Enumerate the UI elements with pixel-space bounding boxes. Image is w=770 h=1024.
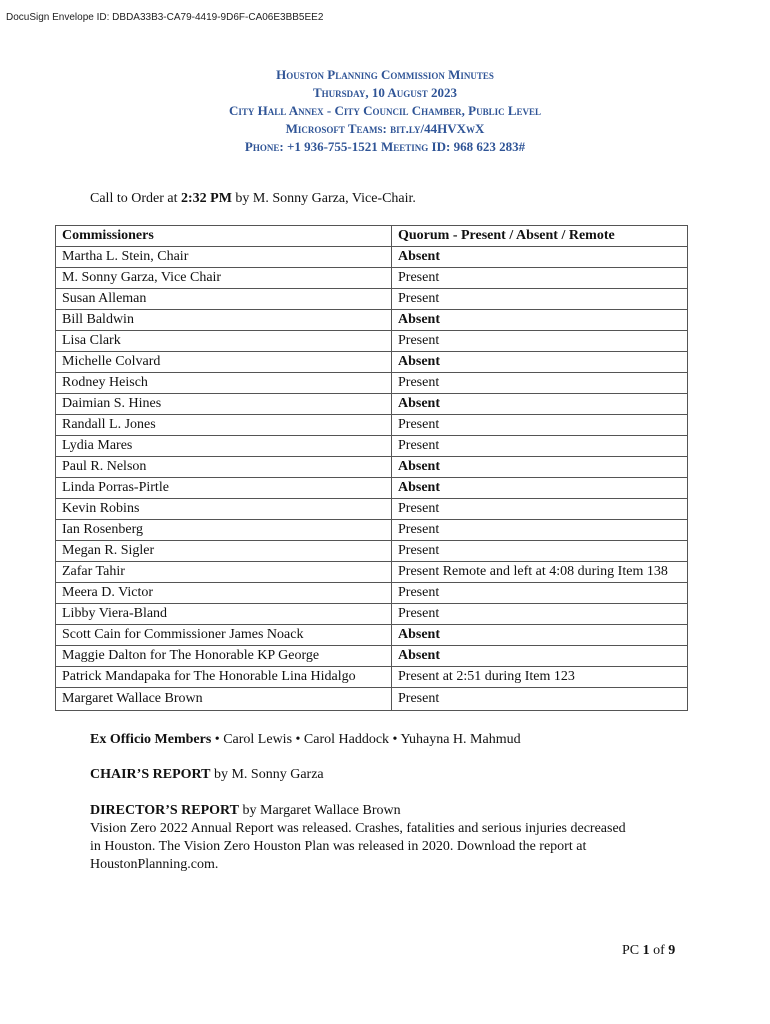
table-header-row [56,226,688,247]
attendance-status: Absent [392,352,688,373]
commissioner-name: M. Sonny Garza, Vice Chair [56,268,392,289]
table-row [56,646,688,667]
ex-officio-members [90,731,521,749]
commissioner-name: Martha L. Stein, Chair [56,247,392,268]
commissioner-name: Paul R. Nelson [56,457,392,478]
chair-report [90,766,324,784]
director-report-line-3: HoustonPlanning.com. [90,857,219,872]
commissioner-name: Daimian S. Hines [56,394,392,415]
table-row [56,310,688,331]
table-row [56,268,688,289]
director-report-line-2: in Houston. The Vision Zero Houston Plan was released in 2020. Download the report at [90,839,587,854]
table-row [56,352,688,373]
director-report [90,802,626,874]
call-to-order-time: 2:32 PM [180,191,232,206]
page-current: 1 [642,943,650,958]
table-row [56,247,688,268]
table-row [56,457,688,478]
column-header-quorum: Quorum - Present / Absent / Remote [392,226,688,247]
attendance-status: Present [392,499,688,520]
attendance-status: Present at 2:51 during Item 123 [392,667,688,688]
commissioner-name: Lisa Clark [56,331,392,352]
table-row [56,499,688,520]
table-row [56,625,688,646]
commissioner-name: Bill Baldwin [56,310,392,331]
director-report-line-1: Vision Zero 2022 Annual Report was released. Crashes, fatalities and serious injuries decreased [90,821,626,836]
table-row [56,478,688,499]
attendance-status: Present Remote and left at 4:08 during Item 138 [392,562,688,583]
call-to-order-suffix: by M. Sonny Garza, Vice-Chair. [231,191,416,206]
table-row [56,436,688,457]
commissioner-name: Susan Alleman [56,289,392,310]
table-row [56,604,688,625]
header-phone: Phone: +1 936-755-1521 Meeting ID: 968 623 283# [244,139,526,154]
table-row [56,583,688,604]
commissioner-name: Michelle Colvard [56,352,392,373]
commissioner-name: Zafar Tahir [56,562,392,583]
chair-report-by: by M. Sonny Garza [210,767,324,782]
table-row [56,562,688,583]
commissioner-name: Lydia Mares [56,436,392,457]
commissioner-name: Libby Viera-Bland [56,604,392,625]
director-report-by: by Margaret Wallace Brown [239,803,401,818]
attendance-status: Absent [392,310,688,331]
attendance-table [55,225,688,711]
column-header-commissioners: Commissioners [56,226,392,247]
commissioner-name: Ian Rosenberg [56,520,392,541]
attendance-status: Present [392,373,688,394]
commissioner-name: Patrick Mandapaka for The Honorable Lina Hidalgo [56,667,392,688]
docusign-envelope-id: DocuSign Envelope ID: DBDA33B3-CA79-4419-9D6F-CA06E3BB5EE2 [6,12,324,23]
commissioner-name: Meera D. Victor [56,583,392,604]
page-number [622,943,675,959]
attendance-status: Present [392,541,688,562]
table-row [56,373,688,394]
attendance-status: Present [392,688,688,711]
attendance-status: Present [392,331,688,352]
attendance-status: Absent [392,478,688,499]
attendance-status: Absent [392,394,688,415]
attendance-status: Present [392,289,688,310]
attendance-status: Present [392,268,688,289]
commissioner-name: Maggie Dalton for The Honorable KP George [56,646,392,667]
commissioner-name: Scott Cain for Commissioner James Noack [56,625,392,646]
attendance-status: Absent [392,625,688,646]
page-total: 9 [668,943,676,958]
attendance-status: Present [392,520,688,541]
table-row [56,667,688,688]
attendance-status: Absent [392,646,688,667]
ex-officio-list: • Carol Lewis • Carol Haddock • Yuhayna H. Mahmud [211,732,521,747]
chair-report-label: CHAIR’S REPORT [90,767,211,782]
table-row [56,331,688,352]
director-report-label: DIRECTOR’S REPORT [90,803,239,818]
attendance-status: Present [392,583,688,604]
attendance-status: Absent [392,247,688,268]
page-of: of [649,943,669,958]
table-row [56,541,688,562]
header-title: Houston Planning Commission Minutes [276,67,494,82]
commissioner-name: Kevin Robins [56,499,392,520]
header-location: City Hall Annex - City Council Chamber, Public Level [228,103,542,118]
table-row [56,520,688,541]
table-row [56,289,688,310]
commissioner-name: Margaret Wallace Brown [56,688,392,711]
ex-officio-label: Ex Officio Members [90,732,212,747]
attendance-status: Present [392,436,688,457]
call-to-order-prefix: Call to Order at [90,191,181,206]
page-prefix: PC [622,943,643,958]
attendance-status: Present [392,604,688,625]
call-to-order [90,191,416,207]
document-header [0,66,770,156]
attendance-status: Absent [392,457,688,478]
commissioner-name: Randall L. Jones [56,415,392,436]
commissioner-name: Megan R. Sigler [56,541,392,562]
commissioner-name: Linda Porras-Pirtle [56,478,392,499]
table-row [56,688,688,711]
header-teams-link: Microsoft Teams: bit.ly/44HVXwX [285,121,485,136]
attendance-status: Present [392,415,688,436]
commissioner-name: Rodney Heisch [56,373,392,394]
director-report-heading [90,802,626,820]
header-date: Thursday, 10 August 2023 [312,85,458,100]
table-row [56,415,688,436]
table-row [56,394,688,415]
